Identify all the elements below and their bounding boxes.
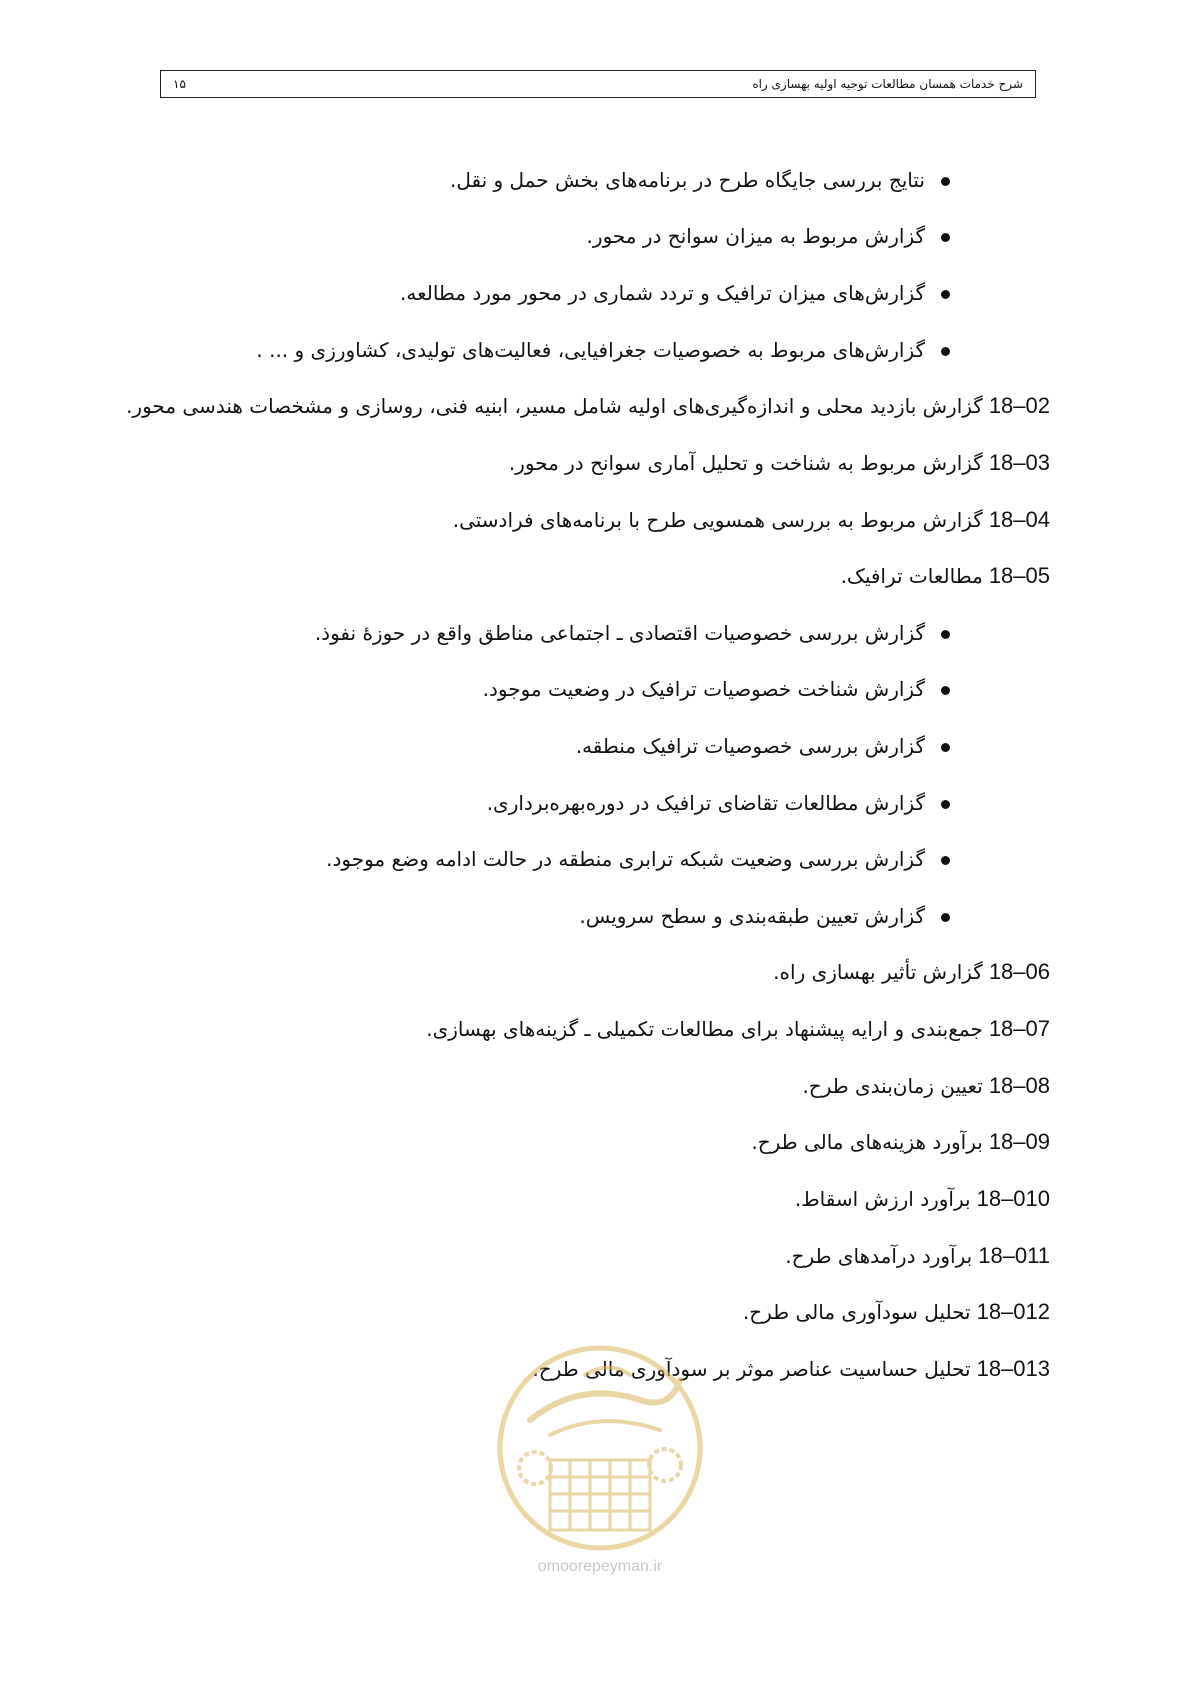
bullet-item xyxy=(315,619,950,647)
bullet-text: گزارش شناخت خصوصیات ترافیک در وضعیت موجود. xyxy=(482,677,925,701)
bullet-text: گزارش مطالعات تقاضای ترافیک در دوره‌بهره‌برداری. xyxy=(486,791,925,815)
bullet-icon xyxy=(941,743,950,752)
numbered-item xyxy=(743,1298,1050,1326)
item-number: 18–02 xyxy=(988,393,1050,418)
item-text: برآورد هزینه‌های مالی طرح. xyxy=(751,1130,983,1154)
bullet-text: گزارش تعیین طبقه‌بندی و سطح سرویس. xyxy=(579,904,925,928)
bullet-icon xyxy=(941,630,950,639)
item-number: 18–08 xyxy=(988,1073,1050,1098)
item-text: جمع‌بندی و ارایه پیشنهاد برای مطالعات تکمیلی ـ گزینه‌های بهسازی. xyxy=(426,1017,983,1041)
bullet-text: گزارش‌های میزان ترافیک و تردد شماری در محور مورد مطالعه. xyxy=(400,281,925,305)
item-text: گزارش مربوط به شناخت و تحلیل آماری سوانح در محور. xyxy=(508,451,983,475)
bullet-text: گزارش‌های مربوط به خصوصیات جغرافیایی، فعالیت‌های تولیدی، کشاورزی و ... . xyxy=(256,338,925,362)
bullet-item xyxy=(450,166,950,194)
bullet-icon xyxy=(941,856,950,865)
numbered-item xyxy=(785,1242,1050,1270)
item-number: 18–04 xyxy=(988,507,1050,532)
item-number: 18–010 xyxy=(976,1186,1050,1211)
item-number: 18–07 xyxy=(988,1016,1050,1041)
bullet-icon xyxy=(941,686,950,695)
numbered-item xyxy=(509,449,1050,477)
bullet-text: گزارش بررسی خصوصیات ترافیک منطقه. xyxy=(575,734,925,758)
page-number: ۱۵ xyxy=(173,77,186,91)
item-number: 18–012 xyxy=(976,1299,1050,1324)
numbered-item xyxy=(795,1185,1050,1213)
item-text: برآورد درآمدهای طرح. xyxy=(785,1244,973,1268)
numbered-item xyxy=(751,1128,1050,1156)
bullet-item xyxy=(576,732,950,760)
numbered-item xyxy=(773,958,1050,986)
bullet-text: گزارش مربوط به میزان سوانح در محور. xyxy=(586,224,925,248)
item-text: گزارش تأثیر بهسازی راه. xyxy=(773,960,983,984)
item-text: تحلیل حساسیت عناصر موثر بر سودآوری مالی طرح. xyxy=(532,1357,971,1381)
bullet-item xyxy=(587,222,950,250)
bullet-icon xyxy=(941,233,950,242)
bullet-icon xyxy=(941,913,950,922)
numbered-item xyxy=(532,1355,1050,1383)
numbered-item xyxy=(426,1015,1050,1043)
item-text: تعیین زمان‌بندی طرح. xyxy=(802,1074,983,1098)
item-number: 18–013 xyxy=(976,1356,1050,1381)
bullet-icon xyxy=(941,177,950,186)
bullet-icon xyxy=(941,290,950,299)
bullet-text: نتایج بررسی جایگاه طرح در برنامه‌های بخش حمل و نقل. xyxy=(449,168,925,192)
watermark-site: omoorepeyman.ir xyxy=(537,1558,663,1575)
item-text: مطالعات ترافیک. xyxy=(840,564,983,588)
item-number: 18–05 xyxy=(988,563,1050,588)
numbered-item xyxy=(841,562,1050,590)
bullet-item xyxy=(579,902,950,930)
item-text: گزارش بازدید محلی و اندازه‌گیری‌های اولیه شامل مسیر، ابنیه فنی، روسازی و مشخصات هندسی محور. xyxy=(126,394,983,418)
bullet-icon xyxy=(941,800,950,809)
item-number: 18–09 xyxy=(988,1129,1050,1154)
numbered-item xyxy=(126,392,1050,420)
bullet-item xyxy=(326,845,950,873)
numbered-item xyxy=(802,1072,1050,1100)
numbered-item xyxy=(453,506,1050,534)
bullet-item xyxy=(487,789,950,817)
item-number: 18–06 xyxy=(988,959,1050,984)
bullet-text: گزارش بررسی وضعیت شبکه ترابری منطقه در حالت ادامه وضع موجود. xyxy=(326,847,925,871)
bullet-icon xyxy=(941,347,950,356)
item-number: 18–011 xyxy=(978,1243,1050,1268)
header-title: شرح خدمات همسان مطالعات توجیه اولیه بهسازی راه xyxy=(752,77,1023,91)
bullet-item xyxy=(400,279,950,307)
item-number: 18–03 xyxy=(988,450,1050,475)
bullet-item xyxy=(256,336,950,364)
item-text: گزارش مربوط به بررسی همسویی طرح با برنامه‌های فرادستی. xyxy=(452,508,983,532)
page-header xyxy=(160,70,1036,98)
item-text: برآورد ارزش اسقاط. xyxy=(794,1187,971,1211)
bullet-item xyxy=(483,675,950,703)
bullet-text: گزارش بررسی خصوصیات اقتصادی ـ اجتماعی مناطق واقع در حوزهٔ نفوذ. xyxy=(314,621,925,645)
item-text: تحلیل سودآوری مالی طرح. xyxy=(742,1300,971,1324)
